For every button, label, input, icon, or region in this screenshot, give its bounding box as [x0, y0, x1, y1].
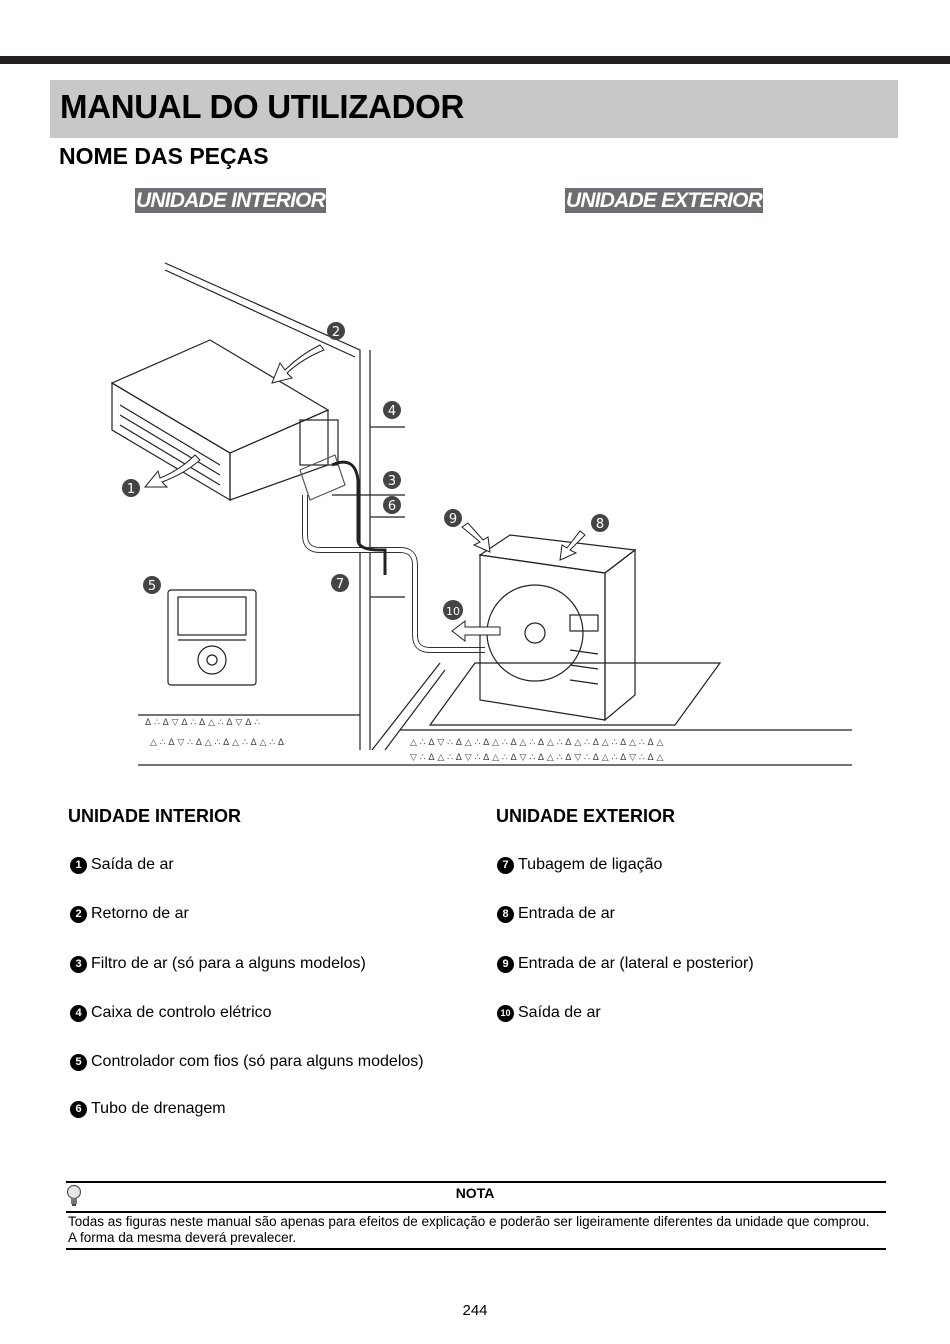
outdoor-item-8: 8 Entrada de ar	[497, 905, 615, 923]
svg-text:5: 5	[147, 579, 157, 594]
indoor-item-4: 4 Caixa de controlo elétrico	[70, 1004, 272, 1022]
outdoor-item-7: 7 Tubagem de ligação	[497, 856, 662, 874]
svg-text:1: 1	[126, 482, 136, 497]
callout-8	[591, 514, 609, 532]
callout-9	[444, 509, 462, 527]
air-return-arrow	[272, 345, 324, 383]
svg-text:8: 8	[595, 517, 605, 532]
indoor-unit-top	[112, 340, 328, 453]
page-number: 244	[462, 1302, 488, 1319]
indoor-unit-side	[230, 410, 328, 500]
air-outlet-arrow	[145, 455, 200, 487]
section-title: NOME DAS PEÇAS	[59, 143, 269, 169]
outdoor-item-9: 9 Entrada de ar (lateral e posterior)	[497, 955, 754, 973]
callout-7	[331, 574, 349, 592]
drain-pipe	[332, 462, 385, 575]
air-outlet-arrow-outdoor	[452, 621, 500, 641]
air-inlet-arrow-right	[560, 531, 585, 560]
outdoor-fan	[487, 585, 583, 681]
outdoor-list-heading: UNIDADE EXTERIOR	[496, 806, 676, 826]
wired-controller	[168, 590, 256, 685]
indoor-item-6: 6 Tubo de drenagem	[70, 1100, 226, 1118]
header-banner	[50, 80, 898, 138]
callout-4	[383, 401, 401, 419]
top-rule	[0, 56, 950, 64]
svg-text:4: 4	[387, 404, 397, 419]
manual-title: MANUAL DO UTILIZADOR	[60, 88, 465, 125]
svg-text:7: 7	[335, 577, 345, 592]
callout-3	[383, 471, 401, 489]
svg-text:3: 3	[387, 474, 397, 489]
note-mid-rule	[66, 1211, 886, 1213]
outdoor-unit-side	[605, 550, 635, 720]
installation-diagram	[100, 255, 860, 775]
air-inlet-arrow-left	[462, 523, 490, 552]
svg-text:▽ ∴ Δ △ ∴ Δ ▽ ∴ Δ △ ∴ Δ ▽ ∴ Δ: ▽ ∴ Δ △ ∴ Δ ▽ ∴ Δ △ ∴ Δ ▽ ∴ Δ △ ∴ Δ ▽ ∴ Δ △ ∴ Δ ▽ ∴ Δ △	[410, 753, 664, 763]
indoor-item-2: 2 Retorno de ar	[70, 905, 189, 923]
svg-text:10: 10	[446, 605, 460, 618]
svg-text:Δ ∴ Δ ▽ Δ ∴ Δ △ ∴ Δ ▽ Δ ∴: Δ ∴ Δ ▽ Δ ∴ Δ △ ∴ Δ ▽ Δ ∴	[145, 718, 260, 728]
indoor-list-heading: UNIDADE INTERIOR	[68, 806, 242, 826]
outdoor-item-10: 10 Saída de ar	[497, 1004, 601, 1022]
callout-2	[327, 322, 345, 340]
callout-1	[122, 479, 140, 497]
indoor-unit-tag: UNIDADE INTERIOR	[136, 189, 326, 212]
note-bottom-rule	[66, 1248, 886, 1250]
svg-text:2: 2	[331, 325, 341, 340]
note-text: Todas as figuras neste manual são apenas para efeitos de explicação e poderão ser ligeiramente diferentes da unidade que comprou. A forma da mesma deverá prevalecer.	[68, 1214, 870, 1245]
outdoor-unit-tag: UNIDADE EXTERIOR	[566, 189, 763, 212]
indoor-item-5: 5 Controlador com fios (só para alguns modelos)	[70, 1053, 424, 1071]
ceiling-inner-line	[165, 270, 355, 357]
indoor-item-1: 1 Saída de ar	[70, 856, 174, 874]
outdoor-unit-front	[480, 555, 605, 720]
note-title: NOTA	[455, 1185, 495, 1201]
svg-text:9: 9	[448, 512, 458, 527]
callout-5	[143, 576, 161, 594]
svg-text:△ ∴ Δ ▽ ∴ Δ △ ∴ Δ △ ∴ Δ △ ∴ Δ: △ ∴ Δ ▽ ∴ Δ △ ∴ Δ △ ∴ Δ △ ∴ Δ △ ∴ Δ △ ∴ Δ △ ∴ Δ △ ∴ Δ △	[410, 738, 664, 748]
svg-text:6: 6	[387, 499, 397, 514]
callout-10	[443, 600, 463, 620]
svg-text:△ ∴ Δ ▽ ∴ Δ △ ∴ Δ △ ∴ Δ △ ∴ Δ: △ ∴ Δ ▽ ∴ Δ △ ∴ Δ △ ∴ Δ △ ∴ Δ	[150, 738, 285, 748]
indoor-item-3: 3 Filtro de ar (só para a alguns modelos)	[70, 955, 366, 973]
note-top-rule	[66, 1181, 886, 1183]
callout-6	[383, 496, 401, 514]
